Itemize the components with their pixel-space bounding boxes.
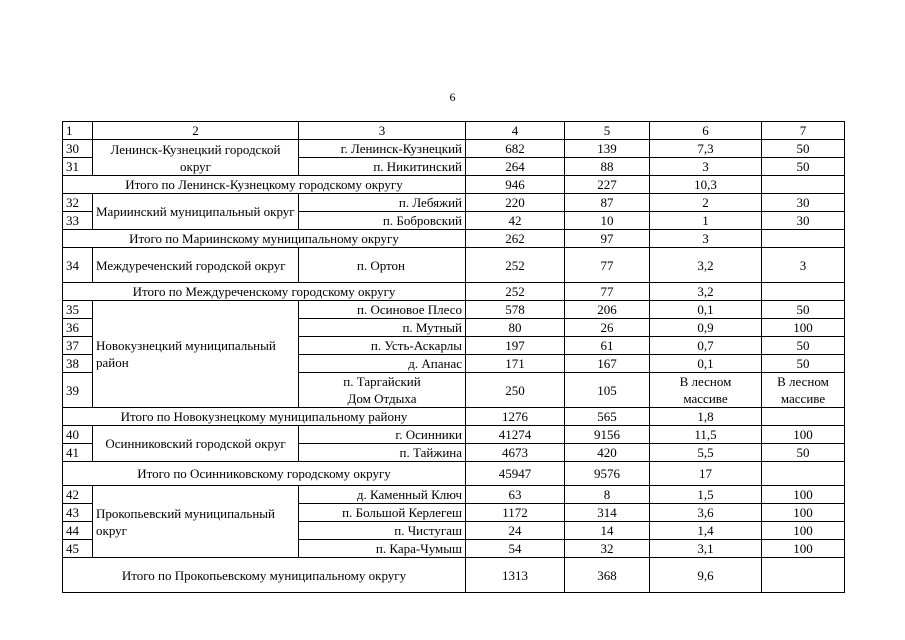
row-number: 42	[63, 486, 93, 504]
value-cell: 250	[466, 373, 565, 408]
total-value: 45947	[466, 462, 565, 486]
total-row	[63, 283, 845, 301]
total-value: 17	[650, 462, 762, 486]
municipality-cell: Осинниковский городской округ	[93, 426, 299, 462]
total-value	[762, 230, 845, 248]
header-cell: 5	[565, 122, 650, 140]
table-header-row	[63, 122, 845, 140]
settlement-cell: п. Кара-Чумыш	[299, 540, 466, 558]
value-cell: 63	[466, 486, 565, 504]
value-cell: 88	[565, 158, 650, 176]
value-cell: 50	[762, 301, 845, 319]
value-line: В лесном	[777, 374, 829, 389]
table-row	[63, 486, 845, 504]
total-value: 3	[650, 230, 762, 248]
total-value: 1313	[466, 558, 565, 593]
settlement-cell: д. Каменный Ключ	[299, 486, 466, 504]
value-cell: 24	[466, 522, 565, 540]
row-number: 34	[63, 248, 93, 283]
table-row	[63, 426, 845, 444]
municipality-cell: Ленинск-Кузнецкий городской округ	[93, 140, 299, 176]
total-label: Итого по Осинниковскому городскому округу	[63, 462, 466, 486]
total-value: 565	[565, 408, 650, 426]
total-label: Итого по Прокопьевскому муниципальному округу	[63, 558, 466, 593]
total-row	[63, 462, 845, 486]
value-cell: 167	[565, 355, 650, 373]
value-cell: 87	[565, 194, 650, 212]
total-label: Итого по Ленинск-Кузнецкому городскому округу	[63, 176, 466, 194]
municipality-cell: Новокузнецкий муниципальный район	[93, 301, 299, 408]
total-value	[762, 176, 845, 194]
settlement-name-line: Дом Отдыха	[347, 391, 417, 406]
table-row	[63, 194, 845, 212]
total-row	[63, 230, 845, 248]
header-cell: 6	[650, 122, 762, 140]
value-cell: 100	[762, 540, 845, 558]
total-label: Итого по Междуреченскому городскому округу	[63, 283, 466, 301]
header-cell: 1	[63, 122, 93, 140]
settlement-cell: п. Лебяжий	[299, 194, 466, 212]
value-cell: 3,2	[650, 248, 762, 283]
value-cell: 139	[565, 140, 650, 158]
total-value: 1276	[466, 408, 565, 426]
value-cell: 1172	[466, 504, 565, 522]
settlement-cell: д. Апанас	[299, 355, 466, 373]
table-row	[63, 301, 845, 319]
value-cell: 3,1	[650, 540, 762, 558]
header-cell: 2	[93, 122, 299, 140]
value-line: массиве	[780, 391, 826, 406]
value-cell: 42	[466, 212, 565, 230]
header-cell: 3	[299, 122, 466, 140]
value-cell: 220	[466, 194, 565, 212]
total-row	[63, 408, 845, 426]
row-number: 44	[63, 522, 93, 540]
value-cell: 9156	[565, 426, 650, 444]
total-value: 252	[466, 283, 565, 301]
row-number: 39	[63, 373, 93, 408]
value-cell: 8	[565, 486, 650, 504]
value-cell: 197	[466, 337, 565, 355]
value-cell: 50	[762, 140, 845, 158]
settlement-cell: п. Бобровский	[299, 212, 466, 230]
row-number: 33	[63, 212, 93, 230]
total-value: 97	[565, 230, 650, 248]
value-cell: 10	[565, 212, 650, 230]
row-number: 31	[63, 158, 93, 176]
settlement-cell: п. Большой Керлегеш	[299, 504, 466, 522]
value-cell: 14	[565, 522, 650, 540]
value-cell: 206	[565, 301, 650, 319]
data-table	[62, 121, 845, 593]
value-cell	[762, 373, 845, 408]
value-cell	[650, 373, 762, 408]
total-value	[762, 283, 845, 301]
value-cell: 2	[650, 194, 762, 212]
value-cell: 682	[466, 140, 565, 158]
value-cell: 420	[565, 444, 650, 462]
value-cell: 100	[762, 426, 845, 444]
value-cell: 0,1	[650, 355, 762, 373]
value-cell: 50	[762, 444, 845, 462]
row-number: 30	[63, 140, 93, 158]
row-number: 43	[63, 504, 93, 522]
header-cell: 4	[466, 122, 565, 140]
row-number: 38	[63, 355, 93, 373]
total-value	[762, 408, 845, 426]
settlement-cell: п. Никитинский	[299, 158, 466, 176]
total-row	[63, 176, 845, 194]
total-label: Итого по Новокузнецкому муниципальному району	[63, 408, 466, 426]
value-cell: 314	[565, 504, 650, 522]
total-value	[762, 558, 845, 593]
total-value: 1,8	[650, 408, 762, 426]
value-cell: 7,3	[650, 140, 762, 158]
row-number: 41	[63, 444, 93, 462]
total-label: Итого по Мариинскому муниципальному округу	[63, 230, 466, 248]
value-cell: 77	[565, 248, 650, 283]
settlement-cell: г. Осинники	[299, 426, 466, 444]
municipality-cell: Прокопьевский муниципальный округ	[93, 486, 299, 558]
value-cell: 11,5	[650, 426, 762, 444]
settlement-cell: п. Чистугаш	[299, 522, 466, 540]
total-value: 3,2	[650, 283, 762, 301]
value-cell: 50	[762, 337, 845, 355]
total-value: 946	[466, 176, 565, 194]
settlement-cell	[299, 373, 466, 408]
value-cell: 26	[565, 319, 650, 337]
value-cell: 252	[466, 248, 565, 283]
row-number: 45	[63, 540, 93, 558]
total-value: 368	[565, 558, 650, 593]
page-number: 6	[449, 90, 456, 104]
row-number: 37	[63, 337, 93, 355]
value-cell: 1	[650, 212, 762, 230]
value-cell: 0,7	[650, 337, 762, 355]
value-cell: 171	[466, 355, 565, 373]
value-cell: 50	[762, 158, 845, 176]
value-cell: 3	[762, 248, 845, 283]
value-cell: 578	[466, 301, 565, 319]
value-cell: 61	[565, 337, 650, 355]
settlement-cell: п. Усть-Аскарлы	[299, 337, 466, 355]
value-cell: 3	[650, 158, 762, 176]
value-cell: 41274	[466, 426, 565, 444]
settlement-cell: п. Тайжина	[299, 444, 466, 462]
settlement-cell: п. Осиновое Плесо	[299, 301, 466, 319]
settlement-cell: г. Ленинск-Кузнецкий	[299, 140, 466, 158]
total-value: 77	[565, 283, 650, 301]
municipality-cell: Мариинский муниципальный округ	[93, 194, 299, 230]
value-cell: 5,5	[650, 444, 762, 462]
settlement-name-line: п. Таргайский	[343, 374, 421, 389]
value-cell: 264	[466, 158, 565, 176]
total-value: 10,3	[650, 176, 762, 194]
value-cell: 30	[762, 212, 845, 230]
total-row	[63, 558, 845, 593]
value-cell: 1,5	[650, 486, 762, 504]
value-cell: 100	[762, 522, 845, 540]
value-cell: 100	[762, 486, 845, 504]
row-number: 32	[63, 194, 93, 212]
value-cell: 32	[565, 540, 650, 558]
table-row	[63, 248, 845, 283]
value-line: В лесном	[679, 374, 732, 389]
table-row	[63, 140, 845, 158]
row-number: 35	[63, 301, 93, 319]
row-number: 36	[63, 319, 93, 337]
value-cell: 1,4	[650, 522, 762, 540]
value-cell: 54	[466, 540, 565, 558]
value-cell: 100	[762, 504, 845, 522]
value-cell: 30	[762, 194, 845, 212]
total-value: 9576	[565, 462, 650, 486]
header-cell: 7	[762, 122, 845, 140]
value-cell: 4673	[466, 444, 565, 462]
value-cell: 0,9	[650, 319, 762, 337]
settlement-cell: п. Мутный	[299, 319, 466, 337]
value-cell: 100	[762, 319, 845, 337]
municipality-cell: Междуреченский городской округ	[93, 248, 299, 283]
row-number: 40	[63, 426, 93, 444]
value-cell: 80	[466, 319, 565, 337]
value-line: массиве	[683, 391, 728, 406]
total-value: 9,6	[650, 558, 762, 593]
total-value: 262	[466, 230, 565, 248]
value-cell: 105	[565, 373, 650, 408]
value-cell: 0,1	[650, 301, 762, 319]
settlement-cell: п. Ортон	[299, 248, 466, 283]
value-cell: 3,6	[650, 504, 762, 522]
total-value: 227	[565, 176, 650, 194]
total-value	[762, 462, 845, 486]
value-cell: 50	[762, 355, 845, 373]
